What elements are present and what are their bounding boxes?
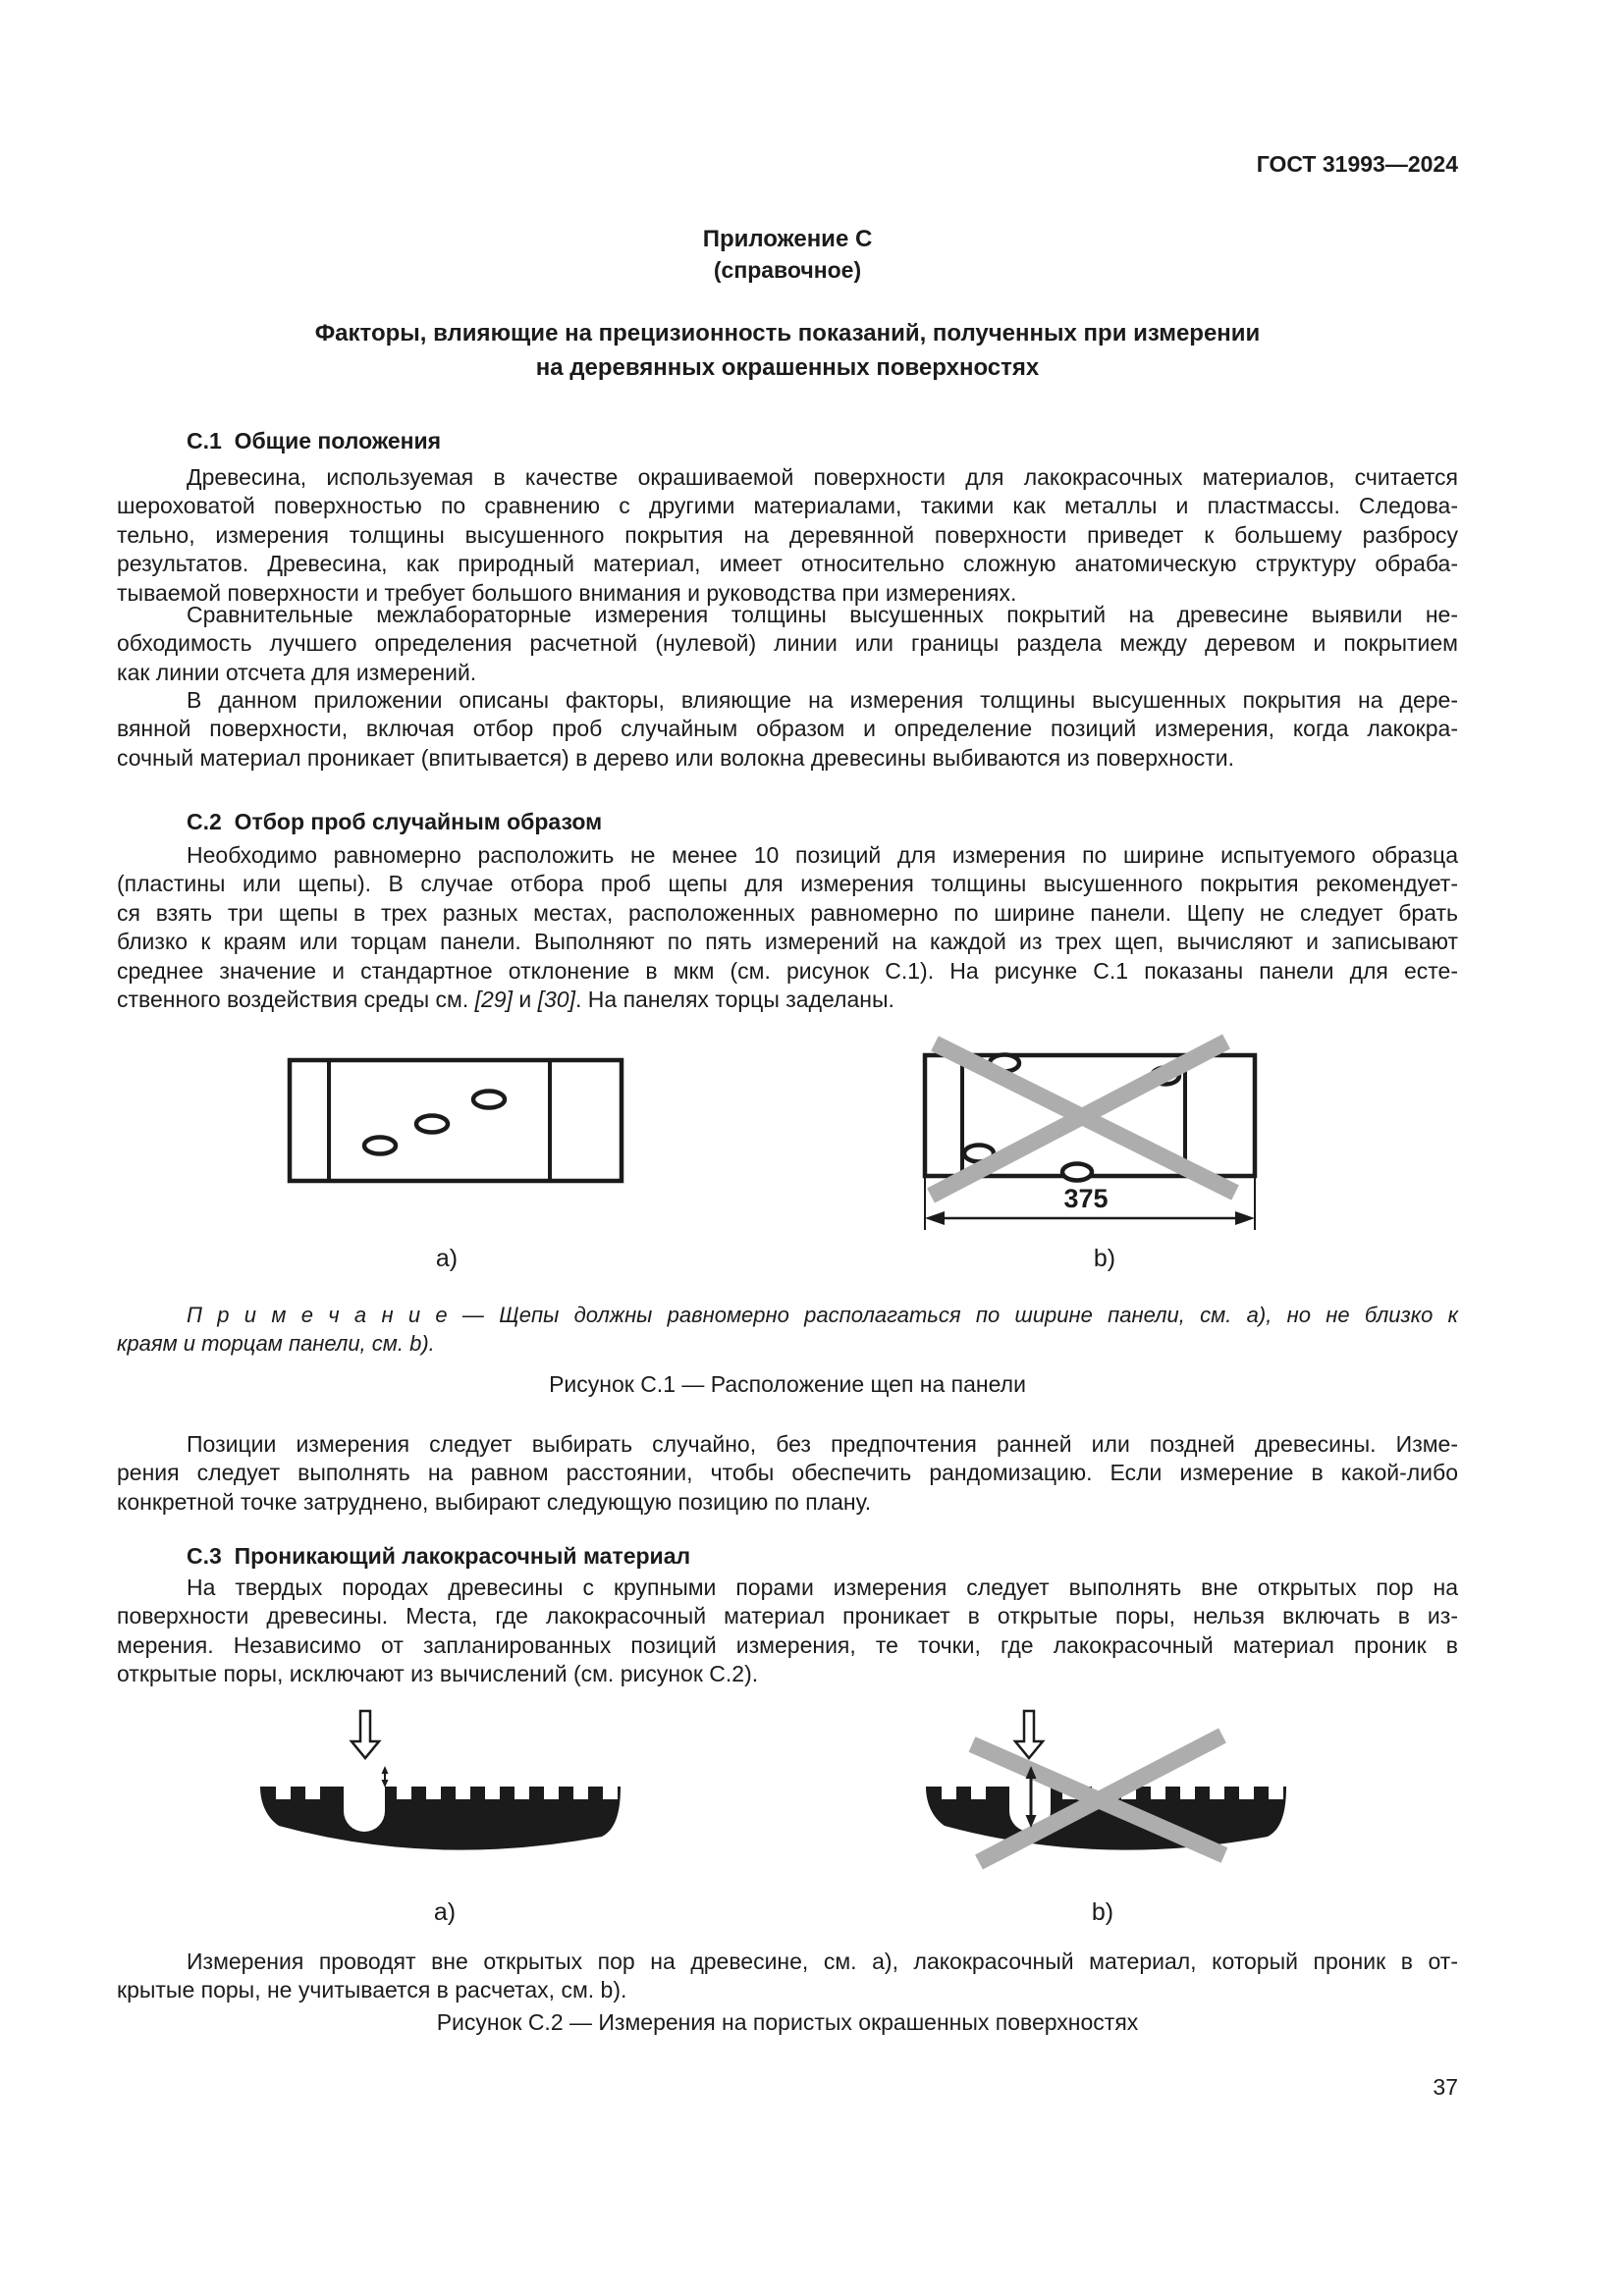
text-run: ственного воздействия среды см. — [117, 987, 475, 1012]
figure-c1-drawing — [0, 1031, 1624, 1242]
figure-c1-label-b: b) — [1093, 1245, 1116, 1272]
section-c2-paragraph-1-last-line — [117, 986, 1458, 1014]
figure-c1-panel-b — [925, 1041, 1255, 1230]
figure-c2-label-b: b) — [1091, 1898, 1114, 1926]
probe-down-arrow-b-icon — [1015, 1711, 1043, 1758]
section-c2-heading: С.2 Отбор проб случайным образом — [187, 809, 603, 834]
figure-c2-caption: Рисунок С.2 — Измерения на пористых окрашенных поверхностях — [436, 2009, 1139, 2035]
dimension-value: 375 — [1063, 1184, 1109, 1213]
text-run: и — [512, 987, 538, 1012]
figure-c1-caption: Рисунок С.1 — Расположение щеп на панели — [549, 1371, 1026, 1397]
reference-30: [30] — [537, 987, 575, 1012]
dimension-arrowhead-left — [925, 1211, 945, 1225]
appendix-label: Приложение С — [702, 226, 873, 252]
page-number: 37 — [1433, 2074, 1458, 2100]
section-c2-paragraph-1: Необходимо равномерно расположить не менее 10 позиций для измерения по ширине испытуемого образца (пластины или щепы). В случае отбора проб щепы для измерения толщины высушенного покрытия рекомендует- ся взять три щепы в трех разных местах, расположенных равномерно по ширине панели. Щепу не следует брать близко к краям или торцам панели. Выполняют по пять измерений на каждой из трех щеп, вычисляют и записывают среднее значение и стандартное отклонение в мкм (см. рисунок С.1). На рисунке С.1 показаны панели для есте- — [117, 842, 1458, 984]
figure-c2-drawing — [0, 1669, 1624, 1929]
panel-a-chip-3 — [473, 1092, 505, 1108]
panel-a-chip-2 — [416, 1116, 448, 1133]
text-run: . На панелях торцы заделаны. — [575, 987, 894, 1012]
panel-b-chip-4 — [1062, 1164, 1092, 1181]
panel-a-chip-1 — [364, 1138, 396, 1154]
figure-c2-closing-text: Измерения проводят вне открытых пор на древесине, см. a), лакокрасочный материал, который проник в от- крытые поры, не учитывается в расчетах, см. b). — [117, 1949, 1458, 2003]
section-c3-heading: С.3 Проникающий лакокрасочный материал — [187, 1543, 691, 1569]
appendix-title: Факторы, влияющие на прецизионность показаний, полученных при измерении на деревянных окрашенных поверхностях — [314, 320, 1261, 381]
appendix-type: (справочное) — [713, 257, 862, 283]
page-header-standard-ref: ГОСТ 31993—2024 — [1256, 151, 1458, 177]
figure-c1-label-a: a) — [435, 1245, 459, 1272]
section-c1-paragraph-2: Сравнительные межлабораторные измерения толщины высушенных покрытий на древесине выявили не- обходимость лучшего определения расчетной (нулевой) линии или границы раздела между деревом и покрытием как линии отсчета для измерений. — [117, 602, 1458, 685]
figure-c1-note: П р и м е ч а н и е — Щепы должны равномерно располагаться по ширине панели, см. a), но не близко к краям и торцам панели, см. b). — [117, 1303, 1458, 1357]
section-c1-heading: С.1 Общие положения — [187, 428, 442, 454]
figure-c1-panel-a — [290, 1060, 622, 1181]
figure-c2-label-a: a) — [433, 1898, 457, 1926]
probe-down-arrow-a-icon — [352, 1711, 379, 1758]
wood-cross-section-a — [260, 1787, 621, 1850]
figure-c2-section-a — [260, 1711, 621, 1850]
section-c1-paragraph-1: Древесина, используемая в качестве окрашиваемой поверхности для лакокрасочных материалов, считается шероховатой поверхностью по сравнению с другими материалами, такими как металлы и пластмассы. Следова- тельно, измерения толщины высушенного покрытия на деревянной поверхности приведет к большему разбросу результатов. Древесина, как природный материал, имеет относительно сложную анатомическую структуру обраба- тываемой поверхности и требует большого внимания и руководства при измерениях. — [117, 464, 1458, 606]
panel-a-outline — [290, 1060, 622, 1181]
dimension-arrowhead-right — [1235, 1211, 1255, 1225]
reference-29: [29] — [474, 987, 513, 1012]
section-c1-paragraph-3: В данном приложении описаны факторы, влияющие на измерения толщины высушенных покрытия на дере- вянной поверхности, включая отбор проб случайным образом и определение позиций измерения, когда лакокра- сочный материал проникает (впитывается) в дерево или волокна древесины выбиваются из поверхности. — [117, 687, 1458, 771]
section-c3-paragraph-1: На твердых породах древесины с крупными порами измерения следует выполнять вне открытых пор на поверхности древесины. Места, где лакокрасочный материал проникает в открытые поры, нельзя включать в из- мерения. Независимо от запланированных позиций измерения, те точки, где лакокрасочный материал проник в открытые поры, исключают из вычислений (см. рисунок С.2). — [117, 1575, 1458, 1687]
figure-c2-section-b — [926, 1711, 1286, 1862]
section-c2-paragraph-2: Позиции измерения следует выбирать случайно, без предпочтения ранней или поздней древесины. Изме- рения следует выполнять на равном расстоянии, чтобы обеспечить рандомизацию. Если измерение в какой-либо конкретной точке затруднено, выбирают следующую позицию по плану. — [117, 1431, 1458, 1515]
open-pore-a — [344, 1790, 385, 1832]
